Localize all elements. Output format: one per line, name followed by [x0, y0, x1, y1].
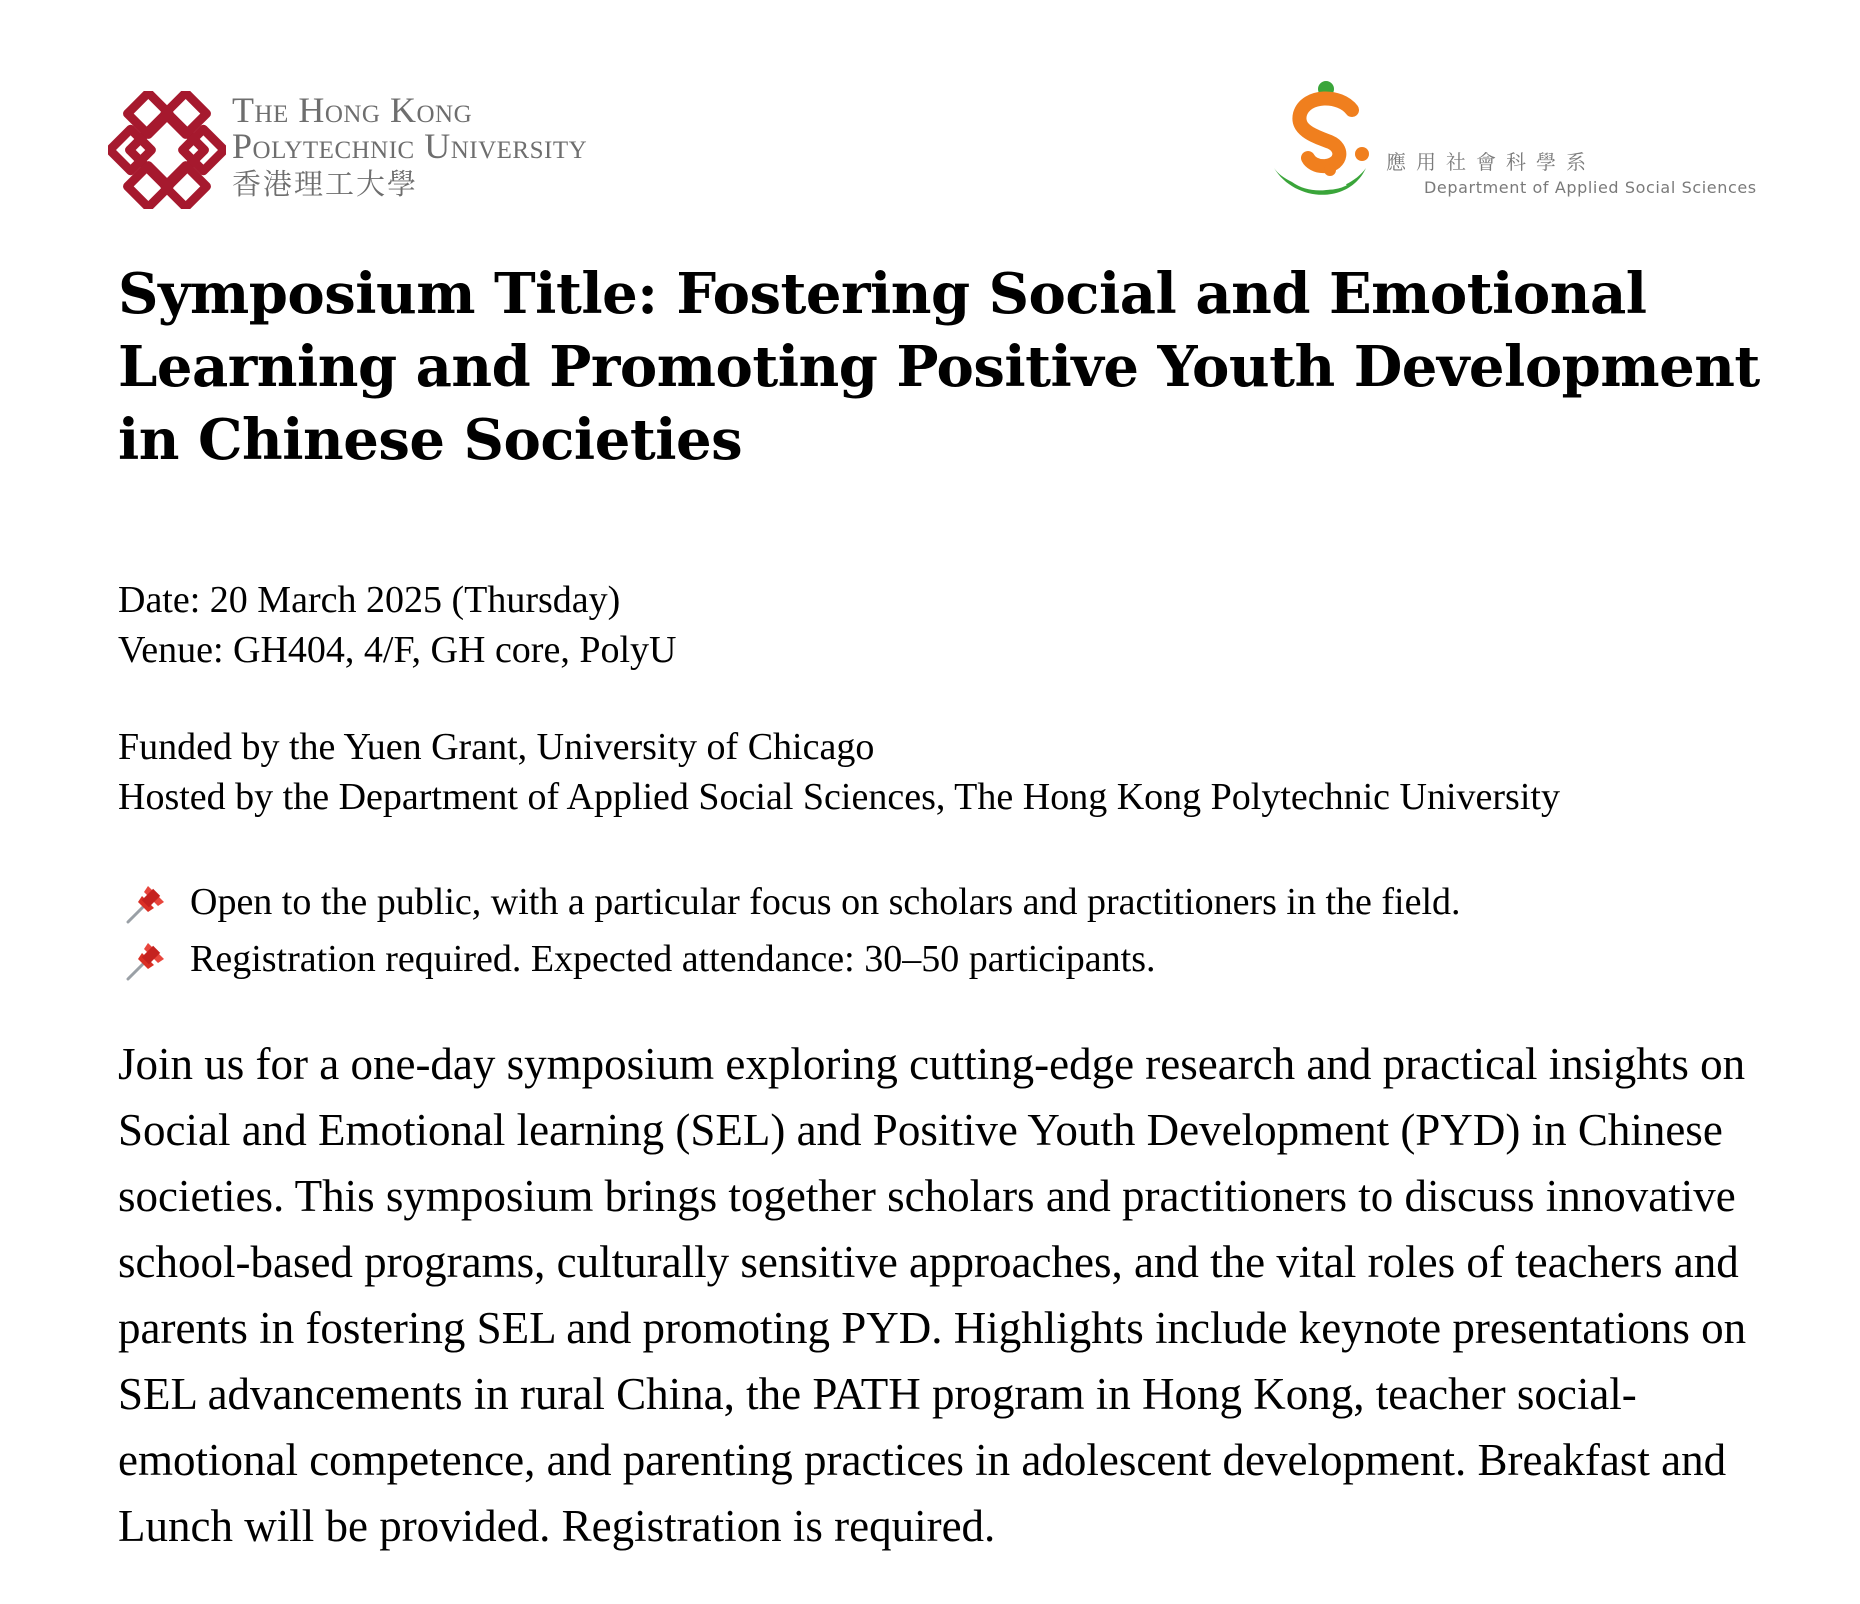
- symposium-title: Symposium Title: Fostering Social and Emotional Learning and Promoting Positive Youth Development in Chinese Societies: [118, 261, 1760, 473]
- funding-details: [118, 722, 1560, 822]
- polyu-name-line1: The Hong Kong: [232, 90, 473, 130]
- polyu-emblem-icon: [108, 91, 226, 209]
- note-item: [122, 874, 1461, 931]
- funded-by: Funded by the Yuen Grant, University of Chicago: [118, 726, 875, 768]
- apss-logo: [1270, 80, 1757, 210]
- note-item: [122, 931, 1461, 988]
- apss-name-english: Department of Applied Social Sciences: [1424, 178, 1757, 197]
- hosted-by: Hosted by the Department of Applied Social Sciences, The Hong Kong Polytechnic University: [118, 776, 1560, 818]
- pushpin-icon: [122, 935, 172, 985]
- note-text: Open to the public, with a particular focus on scholars and practitioners in the field.: [190, 881, 1461, 923]
- polyu-name-line2: Polytechnic University: [232, 126, 588, 166]
- polyu-logo: [108, 86, 728, 216]
- pushpin-icon: [122, 878, 172, 928]
- polyu-wordmark: [232, 92, 587, 204]
- apss-emblem-icon: [1270, 80, 1380, 205]
- symposium-description: Join us for a one-day symposium exploring cutting-edge research and practical insights on Social and Emotional learning (SEL) and Positive Youth Development (PYD) in Chinese societies. This symposium brings together scholars and practitioners to discuss innovative school-based programs, culturally sensitive approaches, and the vital roles of teachers and parents in fostering SEL and promoting PYD. Highlights include keynote presentations on SEL advancements in rural China, the PATH program in Hong Kong, teacher social-emotional competence, and parenting practices in adolescent development. Breakfast and Lunch will be provided. Registration is required.: [118, 1039, 1747, 1551]
- note-text: Registration required. Expected attendance: 30–50 participants.: [190, 938, 1156, 980]
- event-date: Date: 20 March 2025 (Thursday): [118, 579, 621, 621]
- event-venue: Venue: GH404, 4/F, GH core, PolyU: [118, 629, 677, 671]
- apss-name-chinese: 應用社會科學系: [1386, 150, 1596, 174]
- event-details: [118, 575, 676, 675]
- polyu-name-chinese: 香港理工大學: [232, 167, 419, 201]
- notes-list: [122, 874, 1461, 988]
